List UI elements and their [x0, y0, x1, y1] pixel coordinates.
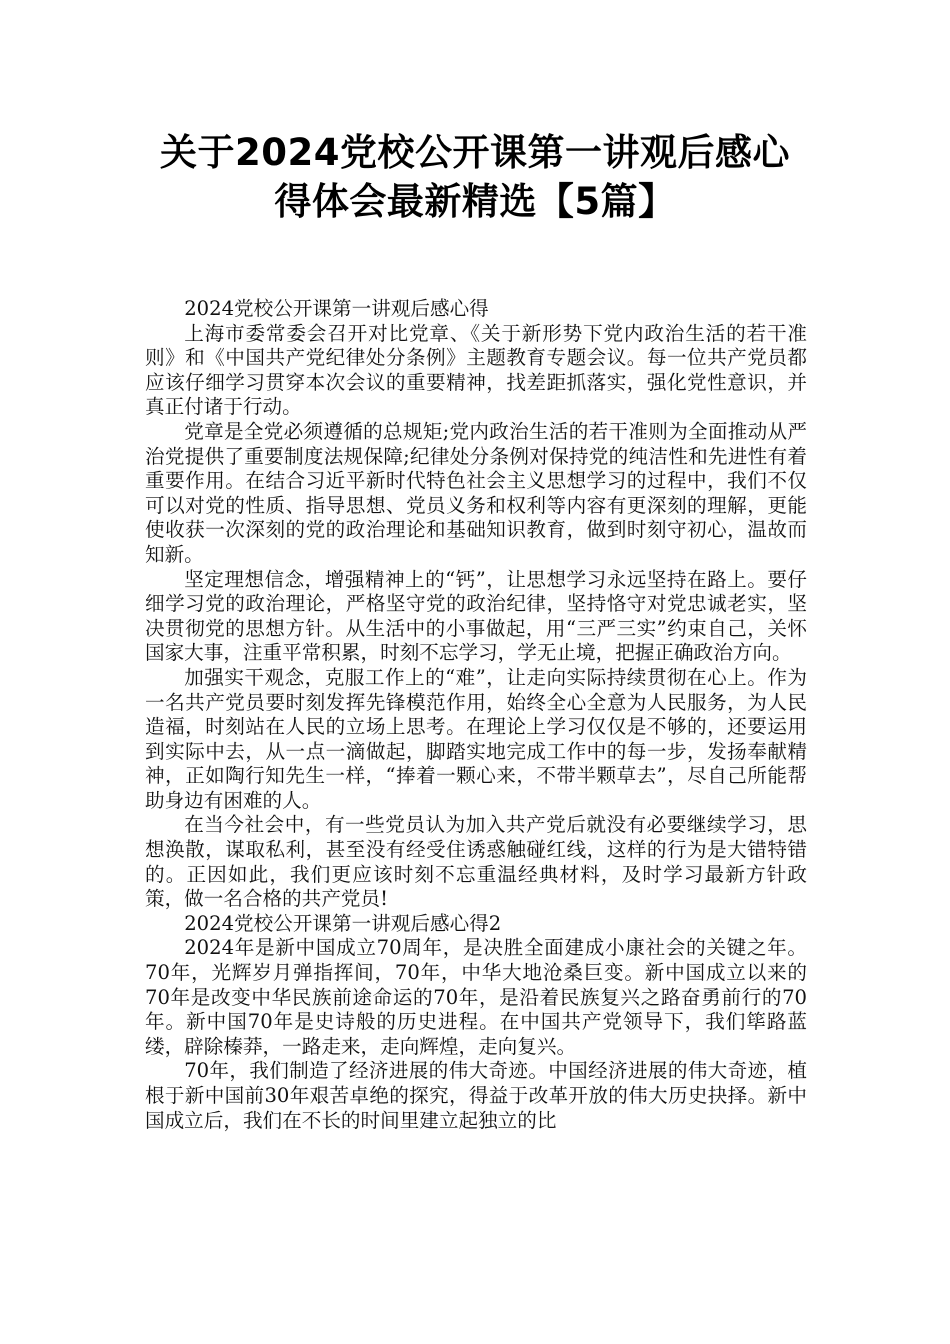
- body-paragraph: 2024年是新中国成立70周年，是决胜全面建成小康社会的关键之年。70年，光辉岁月弹指挥间，70年，中华大地沧桑巨变。新中国成立以来的70年是改变中华民族前途命运的70年，是沿着民族复兴之路奋勇前行的70年。新中国70年是史诗般的历史进程。在中国共产党领导下，我们筚路蓝缕，辟除榛莽，一路走来，走向辉煌，走向复兴。: [145, 936, 807, 1058]
- body-paragraph: 70年，我们制造了经济进展的伟大奇迹。中国经济进展的伟大奇迹，植根于新中国前30年艰苦卓绝的探究，得益于改革开放的伟大历史抉择。新中国成立后，我们在不长的时间里建立起独立的比: [145, 1059, 807, 1132]
- body-paragraph: 加强实干观念，克服工作上的“难”，让走向实际持续贯彻在心上。作为一名共产党员要时刻发挥先锋模范作用，始终全心全意为人民服务，为人民造福，时刻站在人民的立场上思考。在理论上学习仅仅是不够的，还要运用到实际中去，从一点一滴做起，脚踏实地完成工作中的每一步，发扬奉献精神，正如陶行知先生一样，“捧着一颗心来，不带半颗草去”，尽自己所能帮助身边有困难的人。: [145, 665, 807, 812]
- document-body: [145, 297, 807, 1133]
- body-paragraph: 党章是全党必须遵循的总规矩;党内政治生活的若干准则为全面推动从严治党提供了重要制度法规保障;纪律处分条例对保持党的纯洁性和先进性有着重要作用。在结合习近平新时代特色社会主义思想学习的过程中，我们不仅可以对党的性质、指导思想、党员义务和权利等内容有更深刻的理解，更能使收获一次深刻的党的政治理论和基础知识教育，做到时刻守初心，温故而知新。: [145, 419, 807, 566]
- title-line-1: 关于2024党校公开课第一讲观后感心: [160, 131, 790, 174]
- section-heading-2: 2024党校公开课第一讲观后感心得2: [184, 911, 502, 935]
- section-heading-1: 2024党校公开课第一讲观后感心得: [184, 297, 489, 320]
- body-paragraph: 坚定理想信念，增强精神上的“钙”，让思想学习永远坚持在路上。要仔细学习党的政治理论，严格坚守党的政治纪律，坚持恪守对党忠诚老实，坚决贯彻党的思想方针。从生活中的小事做起，用“三严三实”约束自己，关怀国家大事，注重平常积累，时刻不忘学习，学无止境，把握正确政治方向。: [145, 567, 807, 665]
- title-line-2: 得体会最新精选【5篇】: [274, 180, 676, 223]
- body-paragraph: 在当今社会中，有一些党员认为加入共产党后就没有必要继续学习，思想涣散，谋取私利，甚至没有经受住诱惑触碰红线，这样的行为是大错特错的。正因如此，我们更应该时刻不忘重温经典材料，及时学习最新方针政策，做一名合格的共产党员!: [145, 813, 807, 911]
- body-paragraph: 上海市委常委会召开对比党章、《关于新形势下党内政治生活的若干准则》和《中国共产党纪律处分条例》主题教育专题会议。每一位共产党员都应该仔细学习贯穿本次会议的重要精神，找差距抓落实，强化党性意识，并真正付诸于行动。: [145, 321, 807, 419]
- document-title: [120, 128, 830, 226]
